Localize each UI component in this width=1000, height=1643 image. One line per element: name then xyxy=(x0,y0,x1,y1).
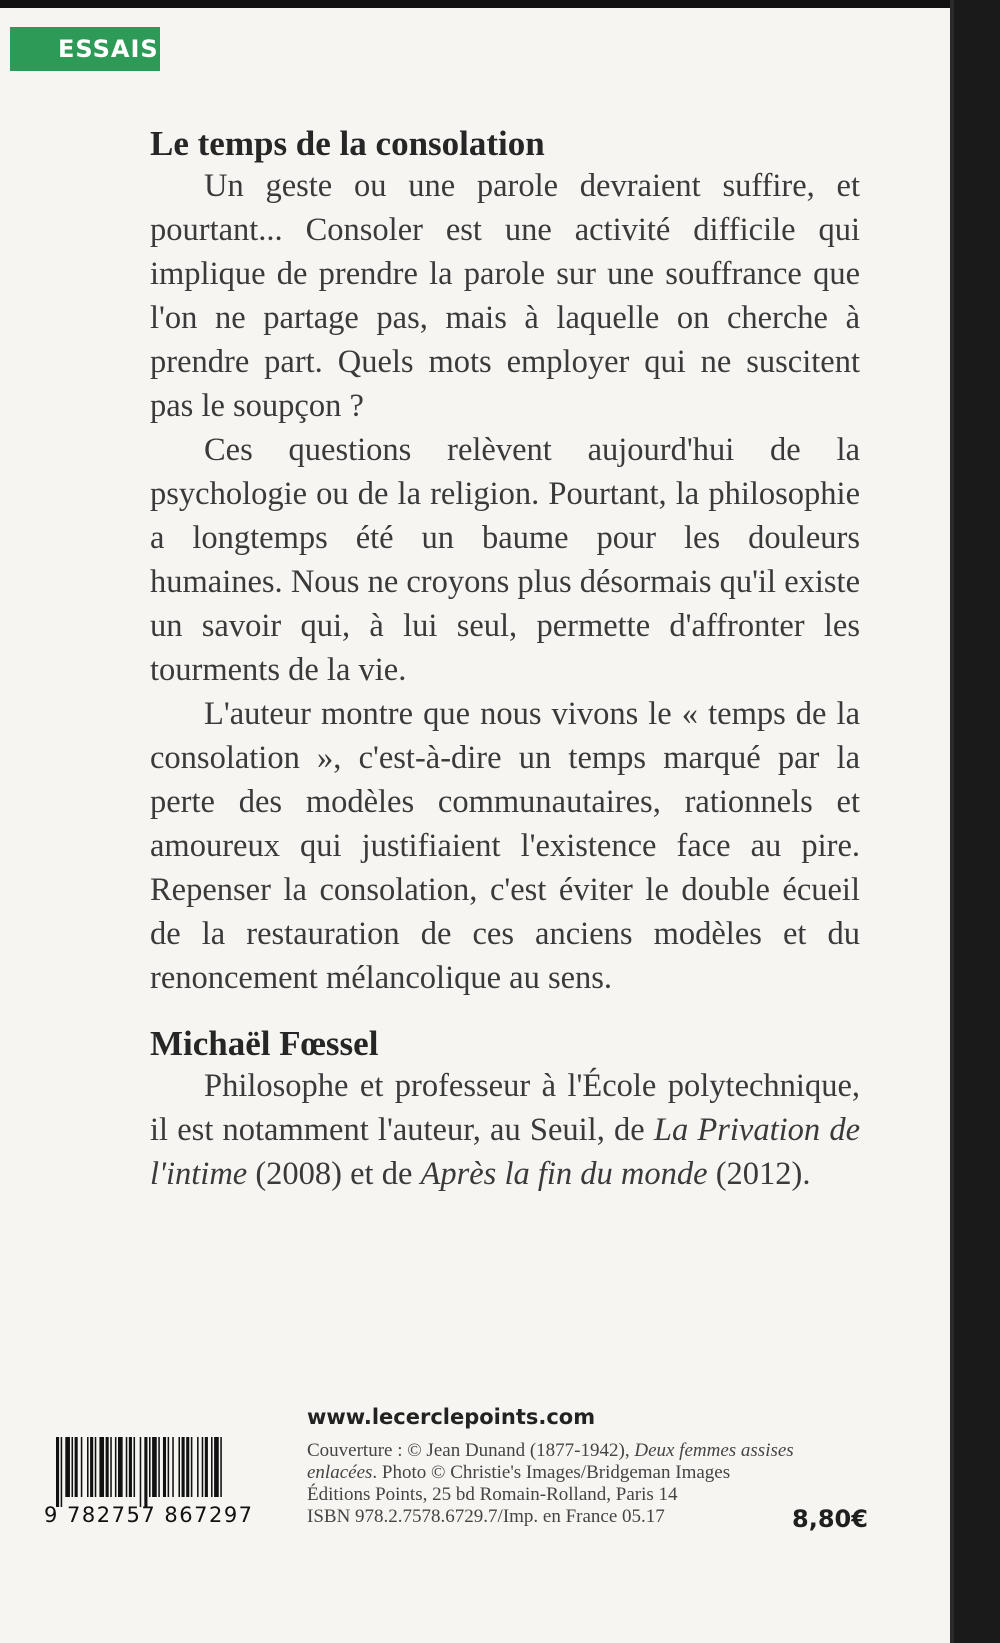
cover-artwork-title: Deux femmes assises enlacées xyxy=(307,1440,794,1483)
credits-block xyxy=(307,1440,867,1528)
photo-credit: . Photo © Christie's Images/Bridgeman Images xyxy=(372,1462,731,1483)
bio-year-1: (2008) et de xyxy=(247,1156,421,1192)
publisher-address: Éditions Points, 25 bd Romain-Rolland, Paris 14 xyxy=(307,1484,678,1505)
top-edge xyxy=(0,0,954,8)
website-link[interactable]: www.lecerclepoints.com xyxy=(307,1405,596,1429)
price-tag: 8,80€ xyxy=(792,1505,868,1533)
author-name: Michaël Fœssel xyxy=(150,1024,379,1063)
right-edge xyxy=(950,0,954,1643)
bio-year-2: (2012). xyxy=(707,1156,811,1192)
cover-credit-text: Couverture : © Jean Dunand (1877-1942), xyxy=(307,1440,635,1461)
book-title: Le temps de la consolation xyxy=(150,124,545,163)
summary-paragraph-2: Ces questions relèvent aujourd'hui de la psychologie ou de la religion. Pourtant, la philosophie a longtemps été un baume pour les douleurs humaines. Nous ne croyons plus désormais qu'il existe un savoir qui, à lui seul, permette d'affronter les tourments de la vie. xyxy=(150,432,860,688)
barcode-number: 9 782757 867297 xyxy=(44,1503,254,1527)
summary-paragraph-3: L'auteur montre que nous vivons le « temps de la consolation », c'est-à-dire un temps marqué par la perte des modèles communautaires, rationnels et amoureux qui justifiaient l'existence face au pire. Repenser la consolation, c'est éviter le double écueil de la restauration de ces anciens modèles et du renoncement mélancolique au sens. xyxy=(150,696,860,996)
book-title-2: Après la fin du monde xyxy=(420,1156,708,1192)
isbn-line: ISBN 978.2.7578.6729.7/Imp. en France 05.17 xyxy=(307,1506,665,1527)
summary-paragraph-1: Un geste ou une parole devraient suffire, et pourtant... Consoler est une activité difficile qui implique de prendre la parole sur une souffrance que l'on ne partage pas, mais à laquelle on cherche à prendre part. Quels mots employer qui ne suscitent pas le soupçon ? xyxy=(150,168,860,424)
bio-text: Philosophe et professeur à l'École polytechnique, il est notamment l'auteur, au Seuil, de xyxy=(150,1068,860,1148)
book-title-1: La Privation de l'intime xyxy=(150,1112,861,1192)
author-bio xyxy=(150,1064,860,1196)
essais-badge: ESSAIS xyxy=(10,27,160,71)
cover-credit xyxy=(307,1440,867,1484)
main-content xyxy=(150,120,860,1196)
